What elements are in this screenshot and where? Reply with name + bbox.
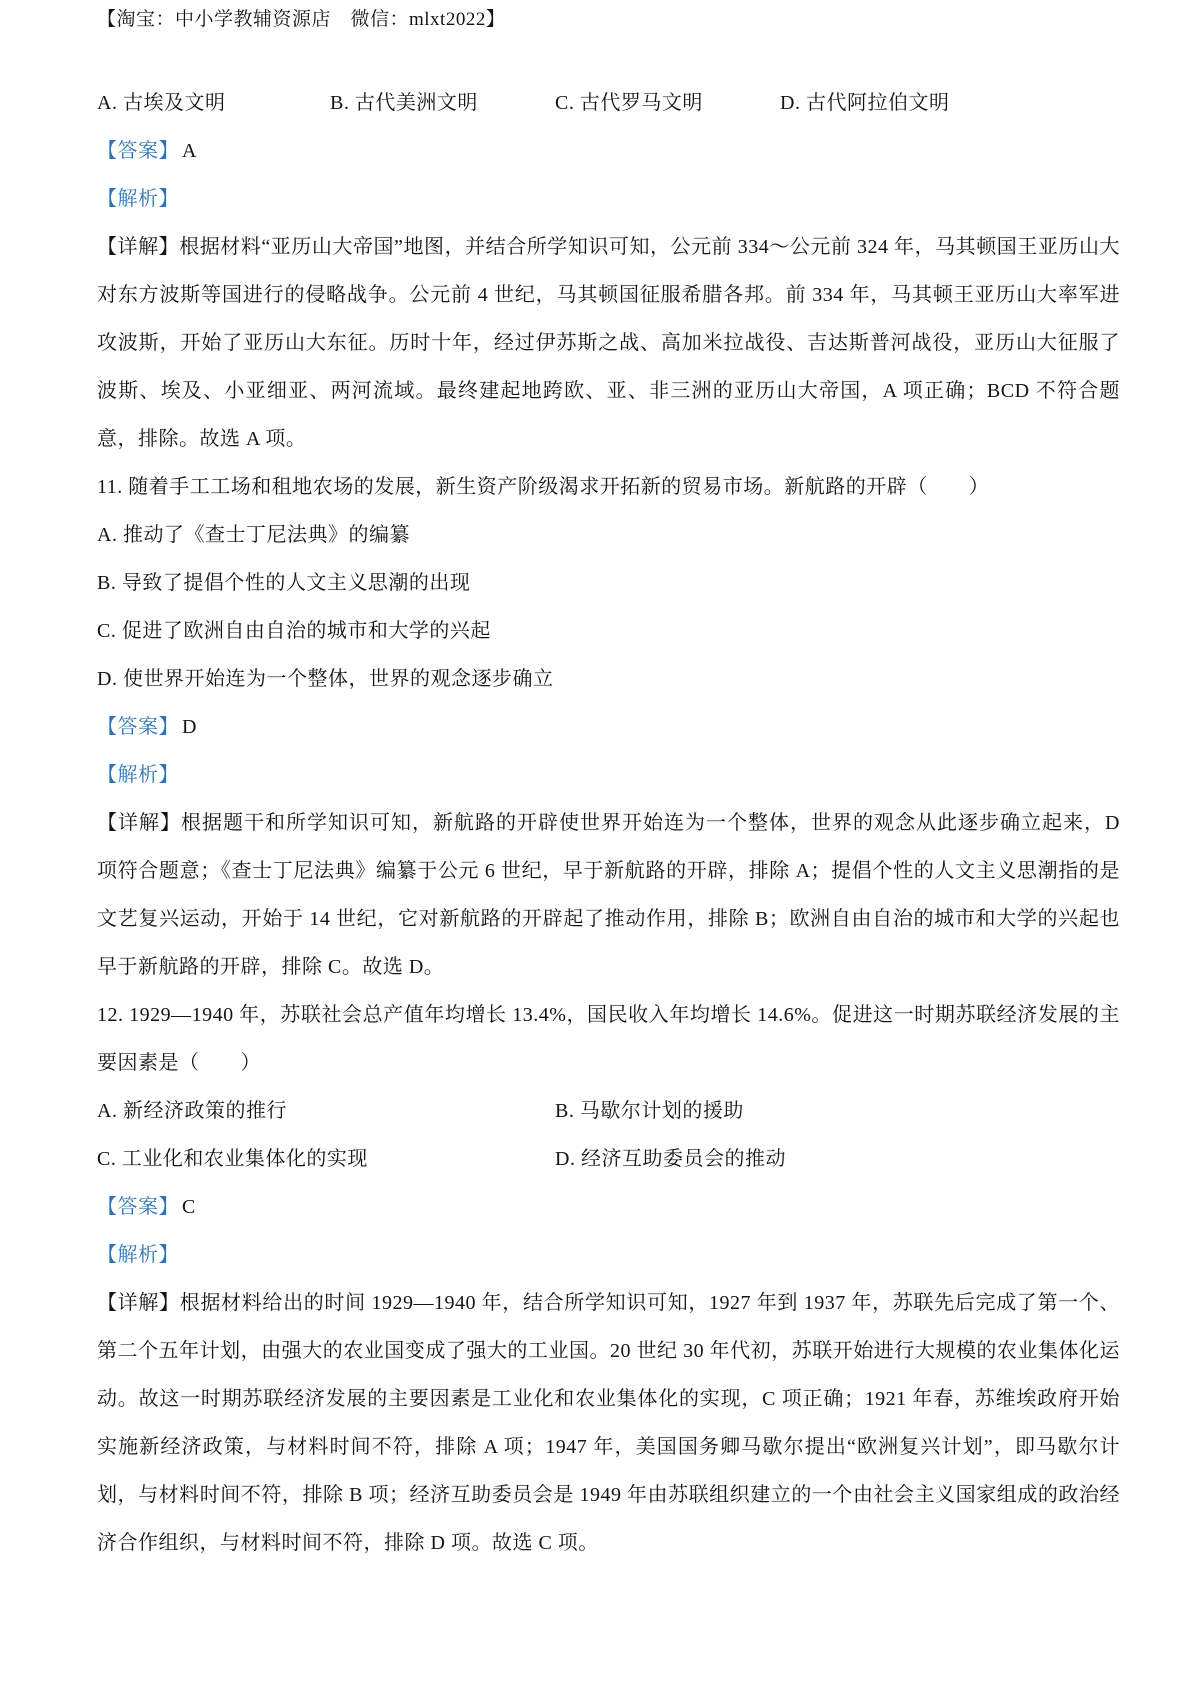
q11-analysis-line <box>97 751 1120 799</box>
q10-option-d: D. 古代阿拉伯文明 <box>780 92 950 114</box>
q11-detail-paragraph <box>97 799 1120 991</box>
q10-option-c: C. 古代罗马文明 <box>555 92 703 114</box>
q11-option-d: D. 使世界开始连为一个整体，世界的观念逐步确立 <box>97 668 554 690</box>
q12-detail-text: 根据材料给出的时间 1929—1940 年，结合所学知识可知，1927 年到 1937 年，苏联先后完成了第一个、第二个五年计划，由强大的农业国变成了强大的工业国。20 世纪 30 年代初，苏联开始进行大规模的农业集体化运动。故这一时期苏联经济发展的主要因素是工业化和农业集体化的实现，C 项正确；1921 年春，苏维埃政府开始实施新经济政策，与材料时间不符，排除 A 项；1947 年，美国国务卿马歇尔提出“欧洲复兴计划”，即马歇尔计划，与材料时间不符，排除 B 项；经济互助委员会是 1949 年由苏联组织建立的一个由社会主义国家组成的政治经济合作组织，与材料时间不符，排除 D 项。故选 C 项。 <box>97 1292 1121 1554</box>
q11-option-b: B. 导致了提倡个性的人文主义思潮的出现 <box>97 572 471 594</box>
q11-answer-value: D <box>182 716 197 738</box>
q12-option-c: C. 工业化和农业集体化的实现 <box>97 1148 368 1170</box>
q12-detail-paragraph <box>97 1279 1120 1567</box>
q10-answer-value: A <box>182 140 197 162</box>
analysis-label: 【解析】 <box>97 1244 179 1266</box>
answer-label: 【答案】 <box>97 1196 179 1218</box>
q12-option-b: B. 马歇尔计划的援助 <box>555 1100 744 1122</box>
q11-stem: 11. 随着手工工场和租地农场的发展，新生资产阶级渴求开拓新的贸易市场。新航路的开辟（ ） <box>97 476 990 498</box>
q10-answer-line <box>97 127 1120 175</box>
header-watermark: 【淘宝：中小学教辅资源店 微信：mlxt2022】 <box>97 9 506 30</box>
detail-label: 【详解】 <box>97 236 180 258</box>
analysis-label: 【解析】 <box>97 764 179 786</box>
q12-options-row-2 <box>97 1135 1120 1183</box>
q12-option-d: D. 经济互助委员会的推动 <box>555 1148 786 1170</box>
detail-label: 【详解】 <box>97 812 182 834</box>
q10-detail-paragraph <box>97 223 1120 463</box>
detail-label: 【详解】 <box>97 1292 180 1314</box>
answer-label: 【答案】 <box>97 716 179 738</box>
q12-stem: 12. 1929—1940 年，苏联社会总产值年均增长 13.4%，国民收入年均增长 14.6%。促进这一时期苏联经济发展的主要因素是（ ） <box>97 1004 1120 1074</box>
q10-options-row <box>97 79 1120 127</box>
q12-option-a: A. 新经济政策的推行 <box>97 1100 287 1122</box>
q12-analysis-line <box>97 1231 1120 1279</box>
q11-option-a: A. 推动了《查士丁尼法典》的编纂 <box>97 524 410 546</box>
q12-options-row-1 <box>97 1087 1120 1135</box>
q10-detail-text: 根据材料“亚历山大帝国”地图，并结合所学知识可知，公元前 334～公元前 324 年，马其顿国王亚历山大对东方波斯等国进行的侵略战争。公元前 4 世纪，马其顿国征服希腊各邦。前 334 年，马其顿王亚历山大率军进攻波斯，开始了亚历山大东征。历时十年，经过伊苏斯之战、高加米拉战役、吉达斯普河战役，亚历山大征服了波斯、埃及、小亚细亚、两河流域。最终建起地跨欧、亚、非三洲的亚历山大帝国，A 项正确；BCD 不符合题意，排除。故选 A 项。 <box>97 236 1120 450</box>
q11-answer-line <box>97 703 1120 751</box>
q11-detail-text: 根据题干和所学知识可知，新航路的开辟使世界开始连为一个整体，世界的观念从此逐步确立起来，D 项符合题意；《查士丁尼法典》编纂于公元 6 世纪，早于新航路的开辟，排除 A；提倡个性的人文主义思潮指的是文艺复兴运动，开始于 14 世纪，它对新航路的开辟起了推动作用，排除 B；欧洲自由自治的城市和大学的兴起也早于新航路的开辟，排除 C。故选 D。 <box>97 812 1121 978</box>
analysis-label: 【解析】 <box>97 188 179 210</box>
q10-option-a: A. 古埃及文明 <box>97 92 226 114</box>
q12-answer-value: C <box>182 1196 196 1218</box>
answer-label: 【答案】 <box>97 140 179 162</box>
q10-analysis-line <box>97 175 1120 223</box>
q10-option-b: B. 古代美洲文明 <box>330 92 478 114</box>
q11-option-c: C. 促进了欧洲自由自治的城市和大学的兴起 <box>97 620 491 642</box>
q12-answer-line <box>97 1183 1120 1231</box>
